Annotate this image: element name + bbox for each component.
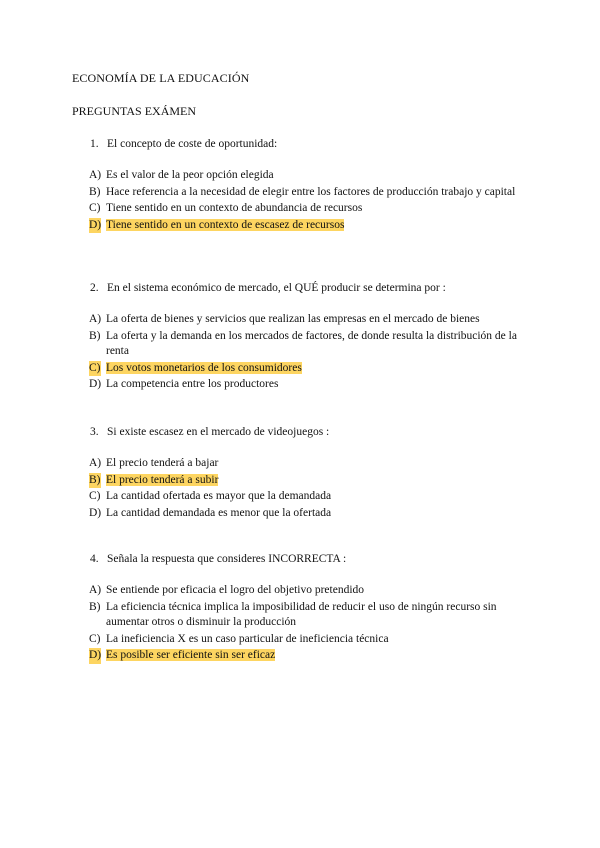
option-text: La eficiencia técnica implica la imposibilidad de reducir el uso de ningún recurso sin aumentar otros o disminuir la producción <box>106 600 497 628</box>
question-number: 1. <box>90 138 99 150</box>
option-a <box>72 456 542 472</box>
option-text: Tiene sentido en un contexto de abundancia de recursos <box>106 202 363 214</box>
option-text-highlighted: Es posible ser eficiente sin ser eficaz <box>106 649 276 661</box>
question-2 <box>72 281 542 394</box>
question-stem: Señala la respuesta que consideres INCORRECTA : <box>107 553 347 565</box>
option-letter: C) <box>89 490 101 502</box>
option-list <box>72 583 542 664</box>
option-list <box>72 168 542 233</box>
question-number: 4. <box>90 553 99 565</box>
question-text <box>90 281 542 296</box>
option-text: El precio tenderá a bajar <box>106 457 219 469</box>
option-d <box>72 377 542 393</box>
option-letter: A) <box>89 584 102 596</box>
question-text <box>90 552 542 567</box>
question-stem: El concepto de coste de oportunidad: <box>107 138 278 150</box>
option-c <box>72 489 542 505</box>
question-4 <box>72 552 542 665</box>
option-text: La cantidad ofertada es mayor que la demandada <box>106 490 332 502</box>
option-d-correct <box>72 648 542 664</box>
question-number: 3. <box>90 426 99 438</box>
option-letter: B) <box>89 185 101 198</box>
option-b-correct <box>72 473 542 489</box>
option-text: La cantidad demandada es menor que la ofertada <box>106 506 332 519</box>
document-title: ECONOMÍA DE LA EDUCACIÓN <box>72 71 250 85</box>
option-a <box>72 583 542 599</box>
option-c <box>72 632 542 648</box>
question-3 <box>72 425 542 522</box>
question-text <box>90 137 542 152</box>
question-stem: Si existe escasez en el mercado de videojuegos : <box>107 426 330 438</box>
option-a <box>72 312 542 328</box>
option-letter: D) <box>89 506 102 519</box>
option-b <box>72 329 542 360</box>
option-letter: C) <box>89 361 101 377</box>
option-d <box>72 506 542 522</box>
option-text: La oferta y la demanda en los mercados de factores, de donde resulta la distribución de la renta <box>106 329 517 357</box>
option-letter: B) <box>89 600 101 613</box>
option-c <box>72 201 542 217</box>
option-letter: B) <box>89 329 101 342</box>
option-letter: A) <box>89 313 102 325</box>
option-c-correct <box>72 361 542 377</box>
option-d-correct <box>72 218 542 234</box>
option-text: Es el valor de la peor opción elegida <box>106 169 274 181</box>
option-b <box>72 185 542 201</box>
question-text <box>90 425 542 440</box>
option-list <box>72 456 542 521</box>
option-text-highlighted: Los votos monetarios de los consumidores <box>106 361 302 374</box>
question-number: 2. <box>90 282 99 294</box>
question-stem: En el sistema económico de mercado, el QUÉ producir se determina por : <box>107 282 446 294</box>
option-list <box>72 312 542 393</box>
option-a <box>72 168 542 184</box>
option-letter: C) <box>89 202 101 214</box>
option-letter: B) <box>89 473 101 489</box>
option-text-highlighted: Tiene sentido en un contexto de escasez de recursos <box>106 218 345 231</box>
option-b <box>72 600 542 631</box>
question-1 <box>72 137 542 234</box>
option-text-highlighted: El precio tenderá a subir <box>106 473 219 486</box>
option-text: Hace referencia a la necesidad de elegir entre los factores de producción trabajo y capital <box>106 185 516 198</box>
option-text: La ineficiencia X es un caso particular de ineficiencia técnica <box>106 632 389 645</box>
option-text: La oferta de bienes y servicios que realizan las empresas en el mercado de bienes <box>106 313 480 325</box>
document-subtitle: PREGUNTAS EXÁMEN <box>72 104 197 118</box>
option-letter: D) <box>89 378 102 390</box>
option-text: La competencia entre los productores <box>106 378 279 390</box>
option-letter: A) <box>89 457 102 469</box>
option-letter: A) <box>89 169 102 181</box>
option-letter: C) <box>89 632 101 645</box>
option-letter: D) <box>89 218 101 234</box>
option-text: Se entiende por eficacia el logro del objetivo pretendido <box>106 584 365 596</box>
option-letter: D) <box>89 648 101 664</box>
